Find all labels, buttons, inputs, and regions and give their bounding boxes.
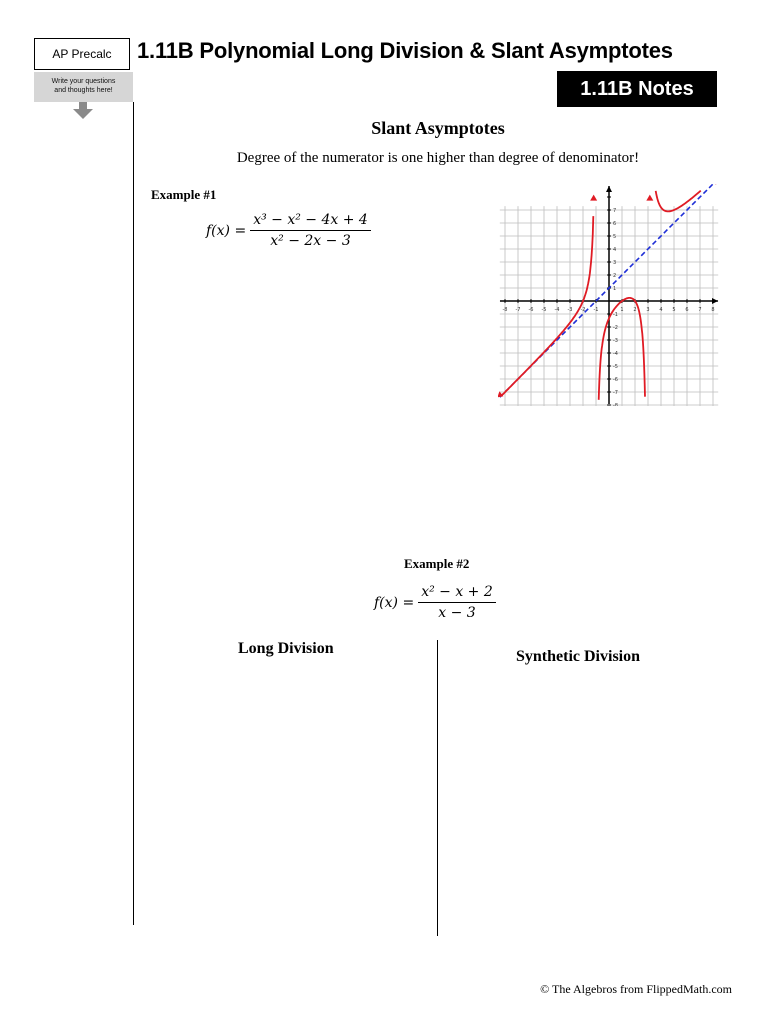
section-subtitle: Degree of the numerator is one higher than degree of denominator! bbox=[236, 150, 640, 166]
example-2-denominator: x − 3 bbox=[438, 605, 476, 621]
y-tick-label: -5 bbox=[613, 364, 618, 370]
x-tick-label: 5 bbox=[672, 307, 676, 313]
graph-axes bbox=[500, 186, 718, 405]
x-tick-label: 2 bbox=[633, 307, 637, 313]
y-tick-label: 3 bbox=[613, 260, 617, 266]
curve-arrow-icon bbox=[712, 184, 718, 185]
example-2-function bbox=[374, 584, 496, 621]
right-branch bbox=[656, 191, 701, 212]
y-tick-label: -4 bbox=[613, 351, 618, 357]
sidebar-note-line-1: Write your questions bbox=[51, 78, 116, 85]
y-tick-label: -6 bbox=[613, 377, 618, 383]
x-tick-label: 6 bbox=[685, 307, 689, 313]
curve-arrow-icon bbox=[590, 195, 597, 201]
x-tick-label: -6 bbox=[528, 307, 534, 313]
notes-badge: 1.11B Notes bbox=[557, 71, 717, 107]
y-tick-label: -8 bbox=[613, 403, 618, 406]
x-tick-label: 8 bbox=[711, 307, 715, 313]
y-tick-label: 1 bbox=[613, 286, 617, 292]
example-1-denominator: x² − 2x − 3 bbox=[270, 233, 351, 249]
example-1-function bbox=[206, 212, 371, 249]
column-divider bbox=[437, 640, 438, 936]
sidebar-note bbox=[34, 72, 133, 102]
example-2-fraction bbox=[418, 584, 496, 621]
x-tick-label: -1 bbox=[593, 307, 599, 313]
y-tick-label: -2 bbox=[613, 325, 618, 331]
x-tick-label: 3 bbox=[646, 307, 650, 313]
long-division-heading: Long Division bbox=[238, 640, 334, 657]
y-tick-label: 5 bbox=[613, 234, 617, 240]
y-tick-label: -1 bbox=[613, 312, 618, 318]
example-1-lhs: f(x) = bbox=[206, 222, 247, 239]
example-2-label: Example #2 bbox=[404, 556, 470, 571]
sidebar-note-line-2: and thoughts here! bbox=[54, 87, 113, 94]
example-2-lhs: f(x) = bbox=[374, 594, 415, 611]
x-tick-label: -7 bbox=[515, 307, 521, 313]
x-tick-label: 1 bbox=[620, 307, 624, 313]
down-arrow-icon bbox=[72, 102, 94, 120]
course-label: AP Precalc bbox=[34, 38, 130, 70]
y-tick-label: -7 bbox=[613, 390, 618, 396]
x-tick-label: 4 bbox=[659, 307, 663, 313]
y-tick-label: -3 bbox=[613, 338, 618, 344]
x-tick-label: -4 bbox=[554, 307, 560, 313]
curve-arrow-icon bbox=[646, 195, 653, 201]
section-heading: Slant Asymptotes bbox=[371, 118, 505, 138]
example-2-numerator: x² − x + 2 bbox=[418, 584, 496, 603]
page-title: 1.11B Polynomial Long Division & Slant Asymptotes bbox=[137, 38, 673, 63]
example-1-label: Example #1 bbox=[151, 187, 217, 202]
x-tick-label: -2 bbox=[580, 307, 586, 313]
example-1-numerator: x³ − x² − 4x + 4 bbox=[250, 212, 371, 231]
y-tick-label: 2 bbox=[613, 273, 617, 279]
x-tick-label: -3 bbox=[567, 307, 573, 313]
example-1-graph bbox=[498, 184, 720, 406]
x-tick-label: -5 bbox=[541, 307, 547, 313]
y-tick-label: 4 bbox=[613, 247, 617, 253]
margin-rule bbox=[133, 102, 134, 925]
example-1-fraction bbox=[250, 212, 371, 249]
y-tick-label: 7 bbox=[613, 208, 617, 214]
x-tick-label: -8 bbox=[502, 307, 508, 313]
synthetic-division-heading: Synthetic Division bbox=[516, 648, 641, 665]
footer-credit: © The Algebros from FlippedMath.com bbox=[540, 982, 732, 996]
y-tick-label: 6 bbox=[613, 221, 617, 227]
x-tick-label: 7 bbox=[698, 307, 702, 313]
y-axis-arrow-icon bbox=[606, 186, 612, 192]
